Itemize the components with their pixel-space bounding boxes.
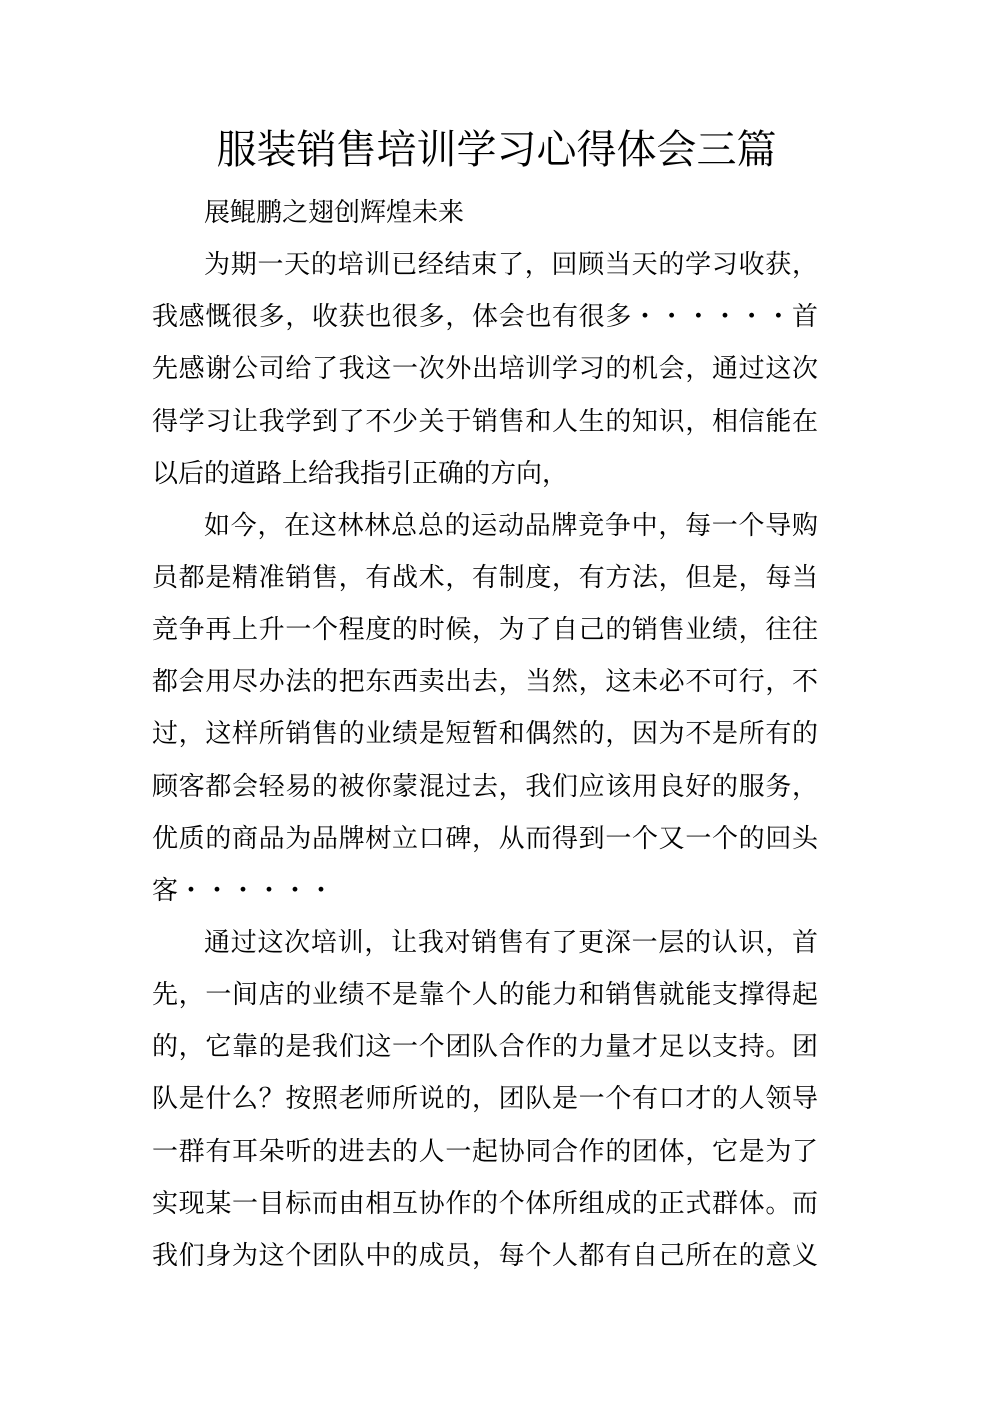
paragraph-line: 通过这次培训，让我对销售有了更深一层的认识，首 [204, 927, 818, 958]
paragraph-line: 先感谢公司给了我这一次外出培训学习的机会，通过这次 [152, 354, 818, 385]
paragraph-line: 以后的道路上给我指引正确的方向， [152, 458, 569, 489]
paragraph-line: 我们身为这个团队中的成员，每个人都有自己所在的意义 [152, 1240, 818, 1271]
subtitle: 展鲲鹏之翅创辉煌未来 [204, 198, 465, 228]
paragraph-line: 员都是精准销售，有战术，有制度，有方法，但是，每当 [152, 562, 818, 593]
paragraph-line: 先，一间店的业绩不是靠个人的能力和销售就能支撑得起 [152, 980, 818, 1011]
paragraph-2 [152, 500, 818, 917]
paragraph-line: 队是什么？按照老师所说的，团队是一个有口才的人领导 [152, 1084, 818, 1115]
paragraph-line: 竞争再上升一个程度的时候，为了自己的销售业绩，往往 [152, 615, 818, 646]
paragraph-1 [152, 239, 818, 500]
document-body [152, 187, 818, 1282]
paragraph-line: 的，它靠的是我们这一个团队合作的力量才足以支持。团 [152, 1032, 818, 1063]
paragraph-line: 为期一天的培训已经结束了，回顾当天的学习收获， [204, 250, 818, 281]
paragraph-line: 顾客都会轻易的被你蒙混过去，我们应该用良好的服务， [152, 771, 818, 802]
paragraph-line: 优质的商品为品牌树立口碑，从而得到一个又一个的回头 [152, 823, 818, 854]
paragraph-line: 实现某一目标而由相互协作的个体所组成的正式群体。而 [152, 1188, 818, 1219]
paragraph-line: 我感慨很多，收获也很多，体会也有很多・・・・・・首 [152, 302, 818, 333]
paragraph-line: 如今，在这林林总总的运动品牌竞争中，每一个导购 [204, 510, 818, 541]
paragraph-line: 客・・・・・・ [152, 875, 335, 906]
document-title: 服装销售培训学习心得体会三篇 [216, 127, 777, 173]
paragraph-3 [152, 917, 818, 1282]
paragraph-line: 一群有耳朵听的进去的人一起协同合作的团体，它是为了 [152, 1136, 818, 1167]
paragraph-line: 过，这样所销售的业绩是短暂和偶然的，因为不是所有的 [152, 719, 818, 750]
paragraph-line: 都会用尽办法的把东西卖出去，当然，这未必不可行，不 [152, 667, 818, 698]
paragraph-line: 得学习让我学到了不少关于销售和人生的知识，相信能在 [152, 406, 818, 437]
